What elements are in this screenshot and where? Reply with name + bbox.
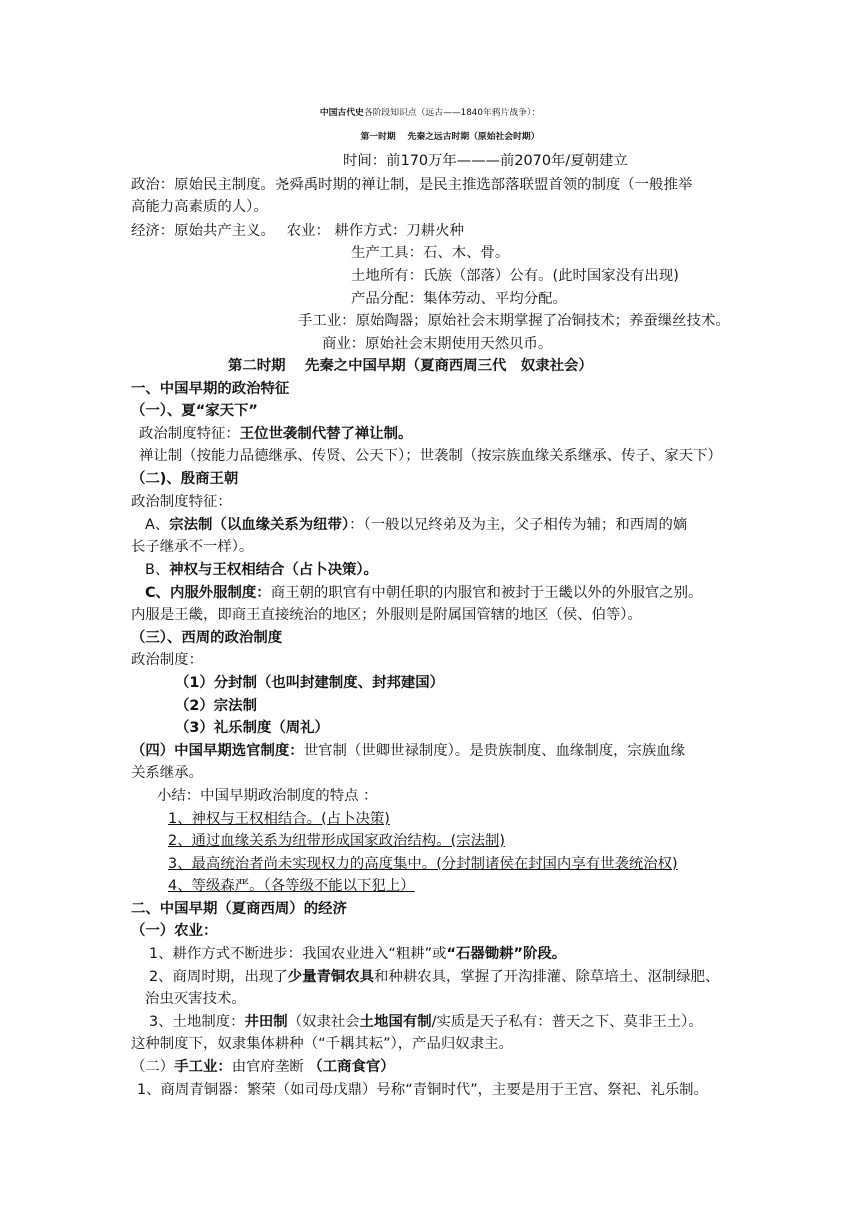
agriculture-item-1-bold: “石器锄耕”阶段。 xyxy=(446,946,567,962)
agriculture-heading: （一）农业： xyxy=(131,923,218,939)
period1-land: 土地所有：氏族（部落）公有。(此时国家没有出现) xyxy=(351,268,679,284)
xia-comparison: 禅让制（按能力品德继承、传贤、公天下）；世袭制（按宗族血缘关系继承、传子、家天下） xyxy=(139,448,722,464)
zhou-item-2: （2）宗法制 xyxy=(175,698,257,714)
agriculture-item-3-line1 xyxy=(149,1011,703,1033)
agriculture-item-1 xyxy=(149,943,566,965)
period1-tools: 生产工具：石、木、骨。 xyxy=(351,245,510,261)
shang-b xyxy=(145,559,378,581)
shang-c-line1 xyxy=(145,582,702,604)
summary-item-3: 3、最高统治者尚未实现权力的高度集中。(分封制诸侯在封国内享有世袭统治权) xyxy=(168,856,678,872)
handicraft-note: （工商食官） xyxy=(308,1059,395,1075)
period1-distribution: 产品分配：集体劳动、平均分配。 xyxy=(351,291,567,307)
period1-heading: 第一时期 先秦之远古时期（原始社会时期） xyxy=(360,132,540,142)
land-system-text-a: （奴隶社会 xyxy=(287,1014,360,1030)
agriculture-item-1-text: 1、耕作方式不断进步：我国农业进入“粗耕”或 xyxy=(149,946,447,962)
handicraft-marker: （二） xyxy=(131,1059,175,1075)
zhou-item-1: （1）分封制（也叫封建制度、封邦建国） xyxy=(175,675,445,691)
land-system-text-b: /实质是天子私有：普天之下、莫非王土）。 xyxy=(431,1014,703,1030)
official-selection-line2: 关系继承。 xyxy=(131,765,203,781)
land-system-state: 土地国有制 xyxy=(359,1014,432,1030)
xia-feature-text: 王位世袭制代替了禅让制。 xyxy=(239,426,413,442)
agriculture-item-2-bold: 少量青铜农具 xyxy=(287,969,375,985)
official-selection-line1 xyxy=(131,740,685,762)
summary-item-4: 4、等级森严。（各等级不能以下犯上） xyxy=(168,878,415,894)
shang-c-line2: 内服是王畿，即商王直接统治的地区；外服则是附属国管辖的地区（侯、伯等）。 xyxy=(131,607,642,623)
period2-heading: 第二时期 先秦之中国早期（夏商西周三代 奴隶社会） xyxy=(228,358,593,374)
handicraft-title: 手工业： xyxy=(174,1059,232,1075)
land-system-label: 3、土地制度： xyxy=(149,1014,245,1030)
zhou-system-label: 政治制度： xyxy=(131,652,203,668)
shang-b-marker: B、 xyxy=(145,562,170,578)
shang-a-marker: A、 xyxy=(145,517,170,533)
agriculture-item-2-line1 xyxy=(149,966,719,988)
shang-a-title: 宗法制（以血缘关系为纽带） xyxy=(169,517,350,533)
agriculture-item-2-text-a: 2、商周时期，出现了 xyxy=(149,969,288,985)
summary-item-1: 1、神权与王权相结合。(占卜决策) xyxy=(168,811,390,827)
period1-time: 时间：前170万年———前2070年/夏朝建立 xyxy=(343,153,628,169)
period1-politics-line2: 高能力高素质的人）。 xyxy=(131,199,268,215)
summary-heading: 小结：中国早期政治制度的特点 ： xyxy=(157,788,378,804)
agriculture-item-2-line2: 治虫灭害技术。 xyxy=(145,991,246,1007)
official-selection-title: （四）中国早期选官制度： xyxy=(131,743,304,759)
period1-economy: 经济：原始共产主义。 农业： 耕作方式：刀耕火种 xyxy=(131,223,464,239)
period1-politics-line1: 政治：原始民主制度。尧舜禹时期的禅让制，是民主推选部落联盟首领的制度（一般推举 xyxy=(131,177,693,193)
period1-commerce: 商业：原始社会末期使用天然贝币。 xyxy=(322,336,553,352)
shang-c-text: 商王朝的职官有中朝任职的内服官和被封于王畿以外的外服官之别。 xyxy=(270,585,703,601)
agriculture-item-3-line2: 这种制度下，奴隶集体耕种（“千耦其耘”），产品归奴隶主。 xyxy=(131,1036,513,1052)
land-system-jingtian: 井田制 xyxy=(244,1014,288,1030)
section2-heading: 二、中国早期（夏商西周）的经济 xyxy=(131,901,347,917)
zhou-heading: （三）、西周的政治制度 xyxy=(131,630,283,646)
agriculture-item-2-text-b: 和种耕农具，掌握了开沟排灌、除草培土、沤制绿肥、 xyxy=(374,969,720,985)
zhou-item-3: （3）礼乐制度（周礼） xyxy=(175,720,329,736)
shang-a-line2: 长子继承不一样）。 xyxy=(131,539,254,555)
shang-feature: 政治制度特征： xyxy=(131,494,232,510)
shang-a-text: ：（一般以兄终弟及为主，父子相传为辅；和西周的嫡 xyxy=(349,517,688,533)
xia-feature-label: 政治制度特征： xyxy=(139,426,240,442)
xia-feature xyxy=(139,423,412,445)
period1-handicraft: 手工业：原始陶器；原始社会末期掌握了冶铜技术；养蚕缫丝技术。 xyxy=(298,313,730,329)
handicraft-heading xyxy=(131,1056,395,1078)
summary-item-2: 2、通过血缘关系为纽带形成国家政治结构。(宗法制) xyxy=(168,833,505,849)
title-rest: 各阶段知识点（远古——1840年鸦片战争）： xyxy=(363,108,541,118)
shang-b-title: 神权与王权相结合（占卜决策）。 xyxy=(169,562,378,578)
section1-heading: 一、中国早期的政治特征 xyxy=(131,381,290,397)
shang-heading: （二)、殷商王朝 xyxy=(131,471,239,487)
handicraft-item-1: 1、商周青铜器：繁荣（如司母戊鼎）号称“青铜时代”，主要是用于王宫、祭祀、礼乐制。 xyxy=(137,1082,708,1098)
shang-c-title: C、内服外服制度： xyxy=(145,585,271,601)
xia-heading: （一）、夏“家天下” xyxy=(131,403,258,419)
title-bold: 中国古代史 xyxy=(319,108,364,118)
shang-a-line1 xyxy=(145,514,687,536)
handicraft-text: 由官府垄断 xyxy=(231,1059,309,1075)
official-selection-text: 世官制（世卿世禄制度）。是贵族制度、血缘制度，宗族血缘 xyxy=(303,743,686,759)
document-title xyxy=(0,102,860,124)
